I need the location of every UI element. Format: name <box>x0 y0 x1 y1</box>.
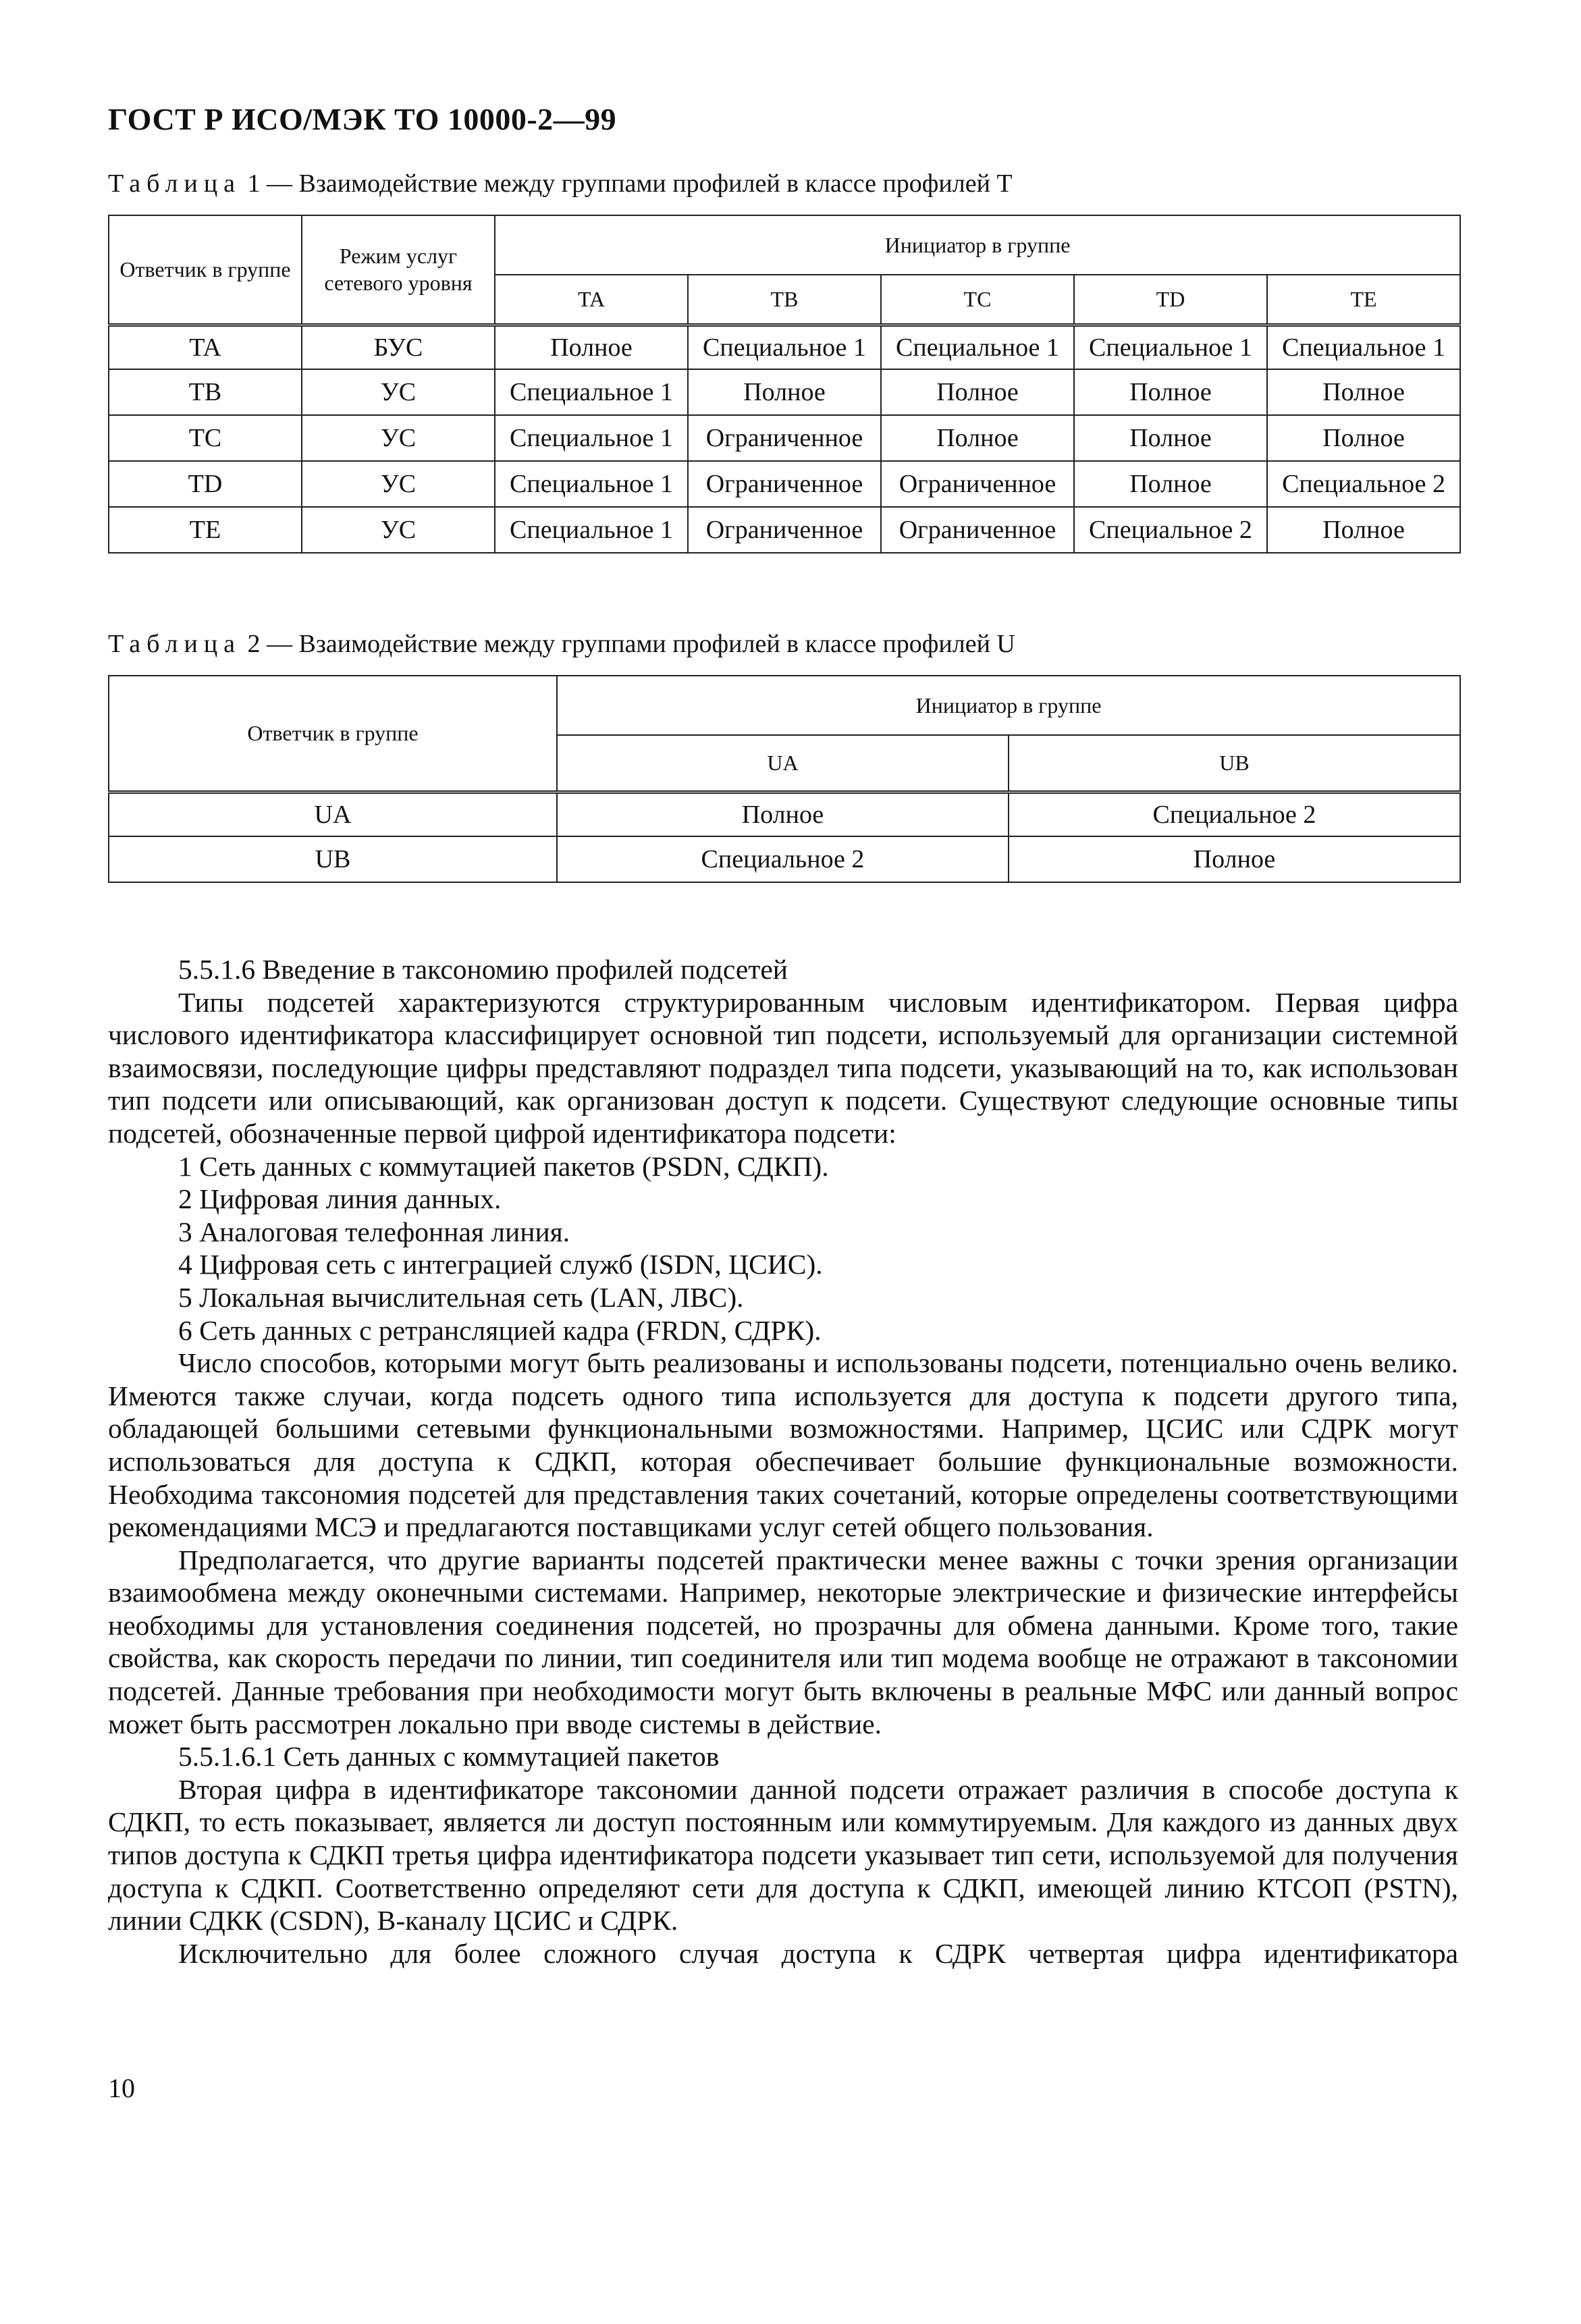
paragraph: Типы подсетей характеризуются структурированным числовым идентификатором. Первая цифра числового идентификатора классифицирует основной тип подсети, используемый для организации системной взаимосвязи, последующие цифры представляют подраздел типа подсети, указывающий на то, как использован тип подсети или описывающий, как организован доступ к подсети. Существуют следующие основные типы подсетей, обозначенные первой цифрой идентификатора подсети: <box>108 986 1458 1149</box>
table-row <box>109 369 1460 415</box>
body-text <box>108 953 1458 1970</box>
table2-cell: Полное <box>1009 836 1460 882</box>
table2-header-row <box>109 676 1460 735</box>
table1-cell: Полное <box>1267 369 1460 415</box>
table1-cell: Полное <box>1267 507 1460 553</box>
table2-caption <box>108 629 1015 659</box>
document-title: ГОСТ Р ИСО/МЭК ТО 10000-2—99 <box>108 102 617 136</box>
table2-group-cell: UA <box>109 792 557 836</box>
table1-cell: Специальное 1 <box>495 415 688 461</box>
table1-col-initiator: Инициатор в группе <box>495 215 1460 275</box>
table2-group-cell: UB <box>109 836 557 882</box>
table1-initiator-te: TE <box>1267 275 1460 325</box>
table-row <box>109 507 1460 553</box>
table1-col-responder: Ответчик в группе <box>109 215 302 325</box>
paragraph: Число способов, которыми могут быть реализованы и использованы подсети, потенциально очень велико. Имеются также случаи, когда подсеть одного типа используется для доступа к подсети другого типа, обладающей большими сетевыми функциональными возможностями. Например, ЦСИС или СДРК могут использоваться для доступа к СДКП, которая обеспечивает большие функциональные возможности. Необходима таксономия подсетей для представления таких сочетаний, которые определены соответствующими рекомендациями МСЭ и предлагаются поставщиками услуг сетей общего пользования. <box>108 1347 1458 1543</box>
table1-col-mode: Режим услуг сетевого уровня <box>302 215 495 325</box>
table1-group-cell: TD <box>109 461 302 507</box>
table1-cell: Полное <box>1074 415 1267 461</box>
list-item: 1 Сеть данных с коммутацией пакетов (PSDN, СДКП). <box>178 1150 829 1182</box>
table2-caption-label: Таблица <box>108 630 242 658</box>
table1-cell: Специальное 1 <box>495 369 688 415</box>
table-profiles-class-u <box>108 675 1461 883</box>
table1-group-cell: TE <box>109 507 302 553</box>
list-item: 4 Цифровая сеть с интеграцией служб (ISDN, ЦСИС). <box>178 1249 823 1280</box>
table1-initiator-td: TD <box>1074 275 1267 325</box>
table1-cell: Специальное 1 <box>881 325 1074 369</box>
list-item: 2 Цифровая линия данных. <box>178 1183 502 1215</box>
table1-group-cell: TC <box>109 415 302 461</box>
table2-cell: Специальное 2 <box>557 836 1009 882</box>
table2-cell: Специальное 2 <box>1009 792 1460 836</box>
table-row <box>109 836 1460 882</box>
table1-cell: Специальное 2 <box>1267 461 1460 507</box>
table1-mode-cell: УС <box>302 461 495 507</box>
table2-caption-text: 2 — Взаимодействие между группами профилей в классе профилей U <box>247 630 1015 658</box>
paragraph: Исключительно для более сложного случая доступа к СДРК четвертая цифра идентификатора <box>178 1937 1458 1969</box>
list-item: 6 Сеть данных с ретрансляцией кадра (FRDN, СДРК). <box>178 1314 822 1346</box>
table1-cell: Полное <box>1074 369 1267 415</box>
table1-cell: Специальное 1 <box>1267 325 1460 369</box>
table1-initiator-ta: TA <box>495 275 688 325</box>
table1-group-cell: TB <box>109 369 302 415</box>
table1-mode-cell: УС <box>302 369 495 415</box>
section-heading-5-5-1-6-1: 5.5.1.6.1 Сеть данных с коммутацией пакетов <box>178 1741 720 1773</box>
table1-cell: Полное <box>495 325 688 369</box>
table1-mode-cell: БУС <box>302 325 495 369</box>
table-row <box>109 792 1460 836</box>
table1-cell: Специальное 1 <box>495 461 688 507</box>
table2-initiator-ua: UA <box>557 735 1009 792</box>
table-row <box>109 415 1460 461</box>
paragraph: Вторая цифра в идентификаторе таксономии данной подсети отражает различия в способе доступа к СДКП, то есть показывает, является ли доступ постоянным или коммутируемым. Для каждого из данных двух типов доступа к СДКП третья цифра идентификатора подсети указывает тип сети, используемой для получения доступа к СДКП. Соответственно определяют сети для доступа к СДКП, имеющей линию КТСОП (PSTN), линии СДКК (CSDN), В-каналу ЦСИС и СДРК. <box>108 1773 1458 1937</box>
table2-col-responder: Ответчик в группе <box>109 676 557 792</box>
paragraph: Предполагается, что другие варианты подсетей практически менее важны с точки зрения организации взаимообмена между оконечными системами. Например, некоторые электрические и физические интерфейсы необходимы для установления соединения подсетей, но прозрачны для обмена данными. Кроме того, такие свойства, как скорость передачи по линии, тип соединителя или тип модема вообще не отражают в таксономии подсетей. Данные требования при необходимости могут быть включены в реальные МФС или данный вопрос может быть рассмотрен локально при вводе системы в действие. <box>108 1544 1458 1739</box>
table1-cell: Ограниченное <box>881 507 1074 553</box>
table1-cell: Ограниченное <box>688 507 881 553</box>
table1-cell: Ограниченное <box>688 415 881 461</box>
table1-cell: Полное <box>1074 461 1267 507</box>
table1-cell: Полное <box>1267 415 1460 461</box>
table1-cell: Полное <box>881 369 1074 415</box>
table1-cell: Специальное 1 <box>1074 325 1267 369</box>
table1-cell: Специальное 1 <box>495 507 688 553</box>
table-row <box>109 325 1460 369</box>
table1-cell: Специальное 2 <box>1074 507 1267 553</box>
table2-cell: Полное <box>557 792 1009 836</box>
table1-cell: Ограниченное <box>881 461 1074 507</box>
section-heading-5-5-1-6: 5.5.1.6 Введение в таксономию профилей подсетей <box>178 954 788 985</box>
table1-cell: Ограниченное <box>688 461 881 507</box>
page-number: 10 <box>108 2073 135 2103</box>
table1-cell: Полное <box>881 415 1074 461</box>
table2-initiator-ub: UB <box>1009 735 1460 792</box>
table1-group-cell: TA <box>109 325 302 369</box>
table1-initiator-tb: TB <box>688 275 881 325</box>
table1-caption-label: Таблица <box>108 169 242 198</box>
table1-header-row <box>109 215 1460 275</box>
table1-initiator-tc: TC <box>881 275 1074 325</box>
table1-caption <box>108 169 1013 198</box>
table2-col-initiator: Инициатор в группе <box>557 676 1460 735</box>
list-item: 5 Локальная вычислительная сеть (LAN, ЛВС). <box>178 1281 744 1313</box>
table1-caption-text: 1 — Взаимодействие между группами профилей в классе профилей T <box>247 169 1013 198</box>
list-item: 3 Аналоговая телефонная линия. <box>178 1216 570 1247</box>
table-row <box>109 461 1460 507</box>
table-profiles-class-t <box>108 215 1461 553</box>
table1-mode-cell: УС <box>302 415 495 461</box>
table1-cell: Специальное 1 <box>688 325 881 369</box>
table1-cell: Полное <box>688 369 881 415</box>
table1-mode-cell: УС <box>302 507 495 553</box>
